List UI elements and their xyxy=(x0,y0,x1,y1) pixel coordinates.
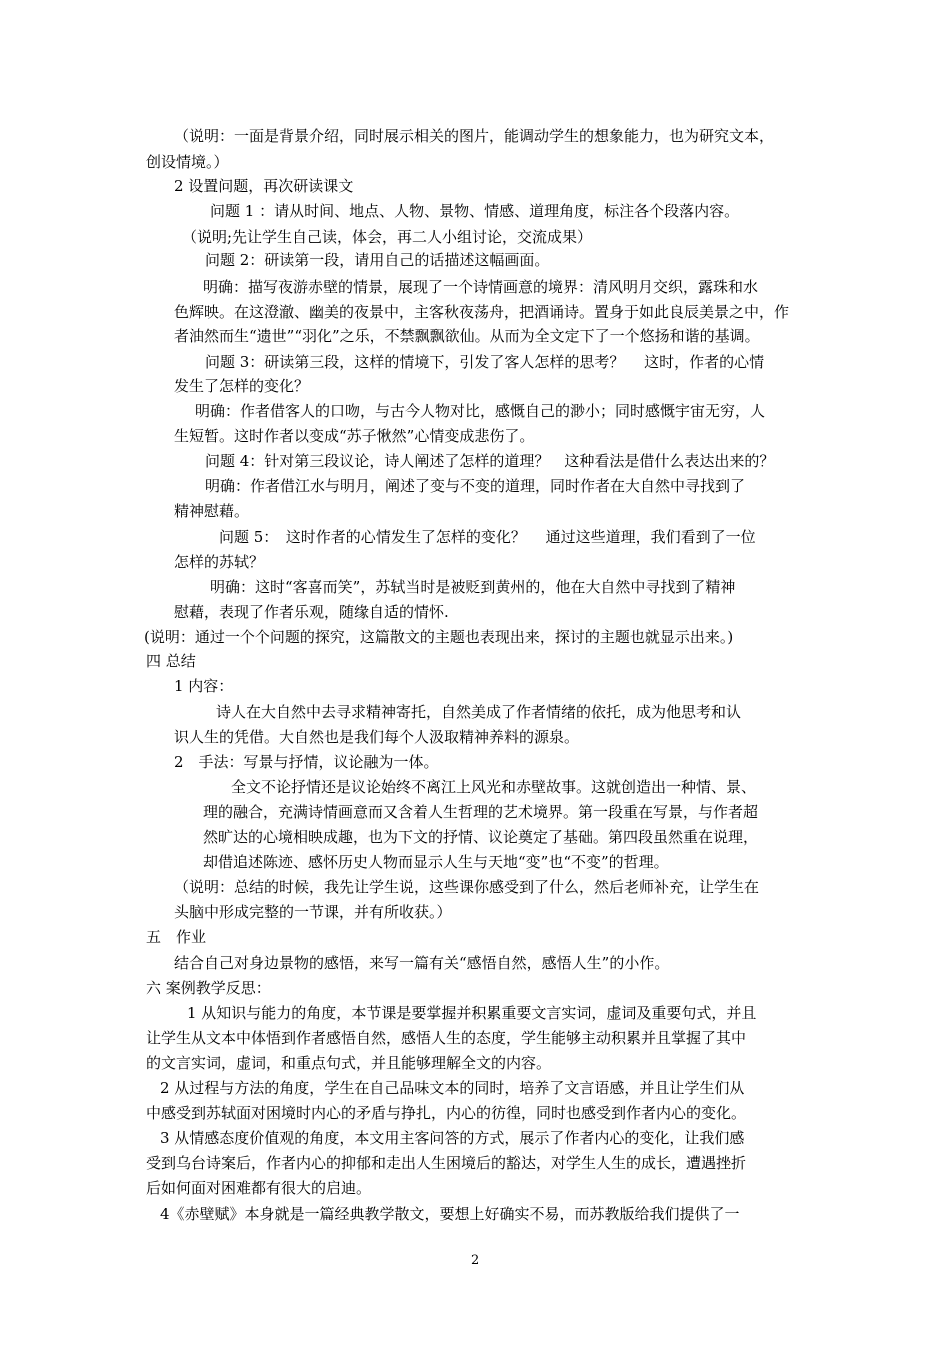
text-line: 中感受到苏轼面对困境时内心的矛盾与挣扎，内心的彷徨，同时也感受到作者内心的变化。 xyxy=(146,1104,747,1122)
text-line: 2 手法：写景与抒情，议论融为一体。 xyxy=(174,753,439,771)
text-line: 问题 2：研读第一段，请用自己的话描述这幅画面。 xyxy=(205,251,550,269)
text-line: 怎样的苏轼？ xyxy=(174,553,265,571)
text-line: 明确：作者借客人的口吻，与古今人物对比，感慨自己的渺小；同时感慨宇宙无穷，人 xyxy=(195,402,766,420)
text-line: 创设情境。） xyxy=(146,153,229,171)
text-line: 4《赤壁赋》本身就是一篇经典教学散文，要想上好确实不易，而苏教版给我们提供了一 xyxy=(160,1205,740,1223)
section-heading: 五 作业 xyxy=(146,928,207,946)
text-line: 2 设置问题，再次研读课文 xyxy=(174,177,354,195)
text-line: 明确：这时“客喜而笑”，苏轼当时是被贬到黄州的，他在大自然中寻找到了精神 xyxy=(210,578,736,596)
text-line: 1 内容： xyxy=(174,677,234,695)
text-line: 全文不论抒情还是议论始终不离江上风光和赤壁故事。这就创造出一种情、景、 xyxy=(231,778,757,796)
text-line: 结合自己对身边景物的感悟，来写一篇有关“感悟自然，感悟人生”的小作。 xyxy=(174,954,670,972)
page-number: 2 xyxy=(471,1253,480,1268)
text-line: 头脑中形成完整的一节课，并有所收获。） xyxy=(174,903,452,921)
text-line: 后如何面对困难都有很大的启迪。 xyxy=(146,1179,372,1197)
text-line: 明确：描写夜游赤壁的情景，展现了一个诗情画意的境界：清风明月交织，露珠和水 xyxy=(203,278,759,296)
text-line: 问题 1 ：请从时间、地点、人物、景物、情感、道理角度，标注各个段落内容。 xyxy=(210,202,740,220)
text-line: 生短暂。这时作者以变成“苏子愀然”心情变成悲伤了。 xyxy=(174,427,535,445)
text-line: 却借追述陈迹、感怀历史人物而显示人生与天地“变”也“不变”的哲理。 xyxy=(203,853,669,871)
text-line: 的文言实词，虚词，和重点句式，并且能够理解全文的内容。 xyxy=(146,1054,552,1072)
text-line: 问题 4：针对第三段议论，诗人阐述了怎样的道理？ 这种看法是借什么表达出来的？ xyxy=(205,452,775,470)
text-line: 精神慰藉。 xyxy=(174,502,250,520)
text-line: 慰藉，表现了作者乐观，随缘自适的情怀. xyxy=(174,603,449,621)
text-line: (说明：通过一个个问题的探究，这篇散文的主题也表现出来，探讨的主题也就显示出来。) xyxy=(144,628,734,646)
text-line: 问题 5： 这时作者的心情发生了怎样的变化？ 通过这些道理，我们看到了一位 xyxy=(219,528,756,546)
text-line: （说明;先让学生自己读，体会，再二人小组讨论，交流成果） xyxy=(182,228,593,246)
text-line: 诗人在大自然中去寻求精神寄托，自然美成了作者情绪的依托，成为他思考和认 xyxy=(216,703,742,721)
text-line: 问题 3：研读第三段，这样的情境下，引发了客人怎样的思考？ 这时，作者的心情 xyxy=(205,353,765,371)
text-line: 发生了怎样的变化？ xyxy=(174,377,310,395)
text-line: 受到乌台诗案后，作者内心的抑郁和走出人生困境后的豁达，对学生人生的成长，遭遇挫折 xyxy=(146,1154,747,1172)
text-line: 识人生的凭借。大自然也是我们每个人汲取精神养料的源泉。 xyxy=(174,728,580,746)
section-heading: 六 案例教学反思： xyxy=(146,979,271,997)
text-line: 明确：作者借江水与明月，阐述了变与不变的道理，同时作者在大自然中寻找到了 xyxy=(205,477,746,495)
text-line: 然旷达的心境相映成趣，也为下文的抒情、议论奠定了基础。第四段虽然重在说理， xyxy=(203,828,759,846)
text-line: 1 从知识与能力的角度，本节课是要掌握并积累重要文言实词，虚词及重要句式，并且 xyxy=(187,1004,757,1022)
text-line: 3 从情感态度价值观的角度，本文用主客问答的方式，展示了作者内心的变化，让我们感 xyxy=(160,1129,745,1147)
text-line: 让学生从文本中体悟到作者感悟自然，感悟人生的态度，学生能够主动积累并且掌握了其中 xyxy=(146,1029,747,1047)
text-line: 理的融合，充满诗情画意而又含着人生哲理的艺术境界。第一段重在写景，与作者超 xyxy=(203,803,759,821)
section-heading: 四 总结 xyxy=(146,652,196,670)
text-line: （说明：一面是背景介绍，同时展示相关的图片，能调动学生的想象能力，也为研究文本， xyxy=(174,127,775,145)
text-line: 2 从过程与方法的角度，学生在自己品味文本的同时，培养了文言语感，并且让学生们从 xyxy=(160,1079,745,1097)
text-line: 者油然而生“遗世”“羽化”之乐，不禁飘飘欲仙。从而为全文定下了一个悠扬和谐的基调。 xyxy=(174,327,760,345)
text-line: 色辉映。在这澄澈、幽美的夜景中，主客秋夜荡舟，把酒诵诗。置身于如此良辰美景之中，作 xyxy=(174,303,790,321)
text-line: （说明：总结的时候，我先让学生说，这些课你感受到了什么，然后老师补充，让学生在 xyxy=(174,878,760,896)
